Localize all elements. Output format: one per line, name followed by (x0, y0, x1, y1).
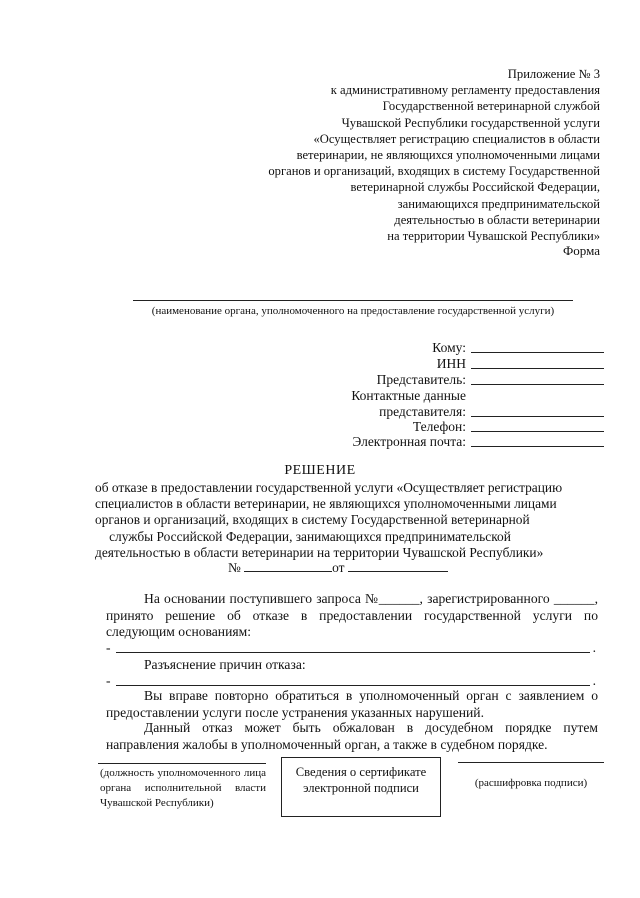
certificate-line: электронной подписи (303, 781, 419, 795)
appendix-line: на территории Чувашской Республики» (387, 229, 600, 244)
to-label: Кому: (432, 340, 466, 355)
form-label: Форма (563, 243, 600, 258)
phone-field[interactable] (471, 431, 604, 432)
decision-number-field[interactable] (244, 560, 332, 572)
subtitle-line: деятельностью в области ветеринарии на территории Чувашской Республики» (95, 544, 544, 560)
period: . (592, 673, 596, 688)
appendix-line: ветеринарии, не являющихся уполномоченными лицами (296, 148, 600, 163)
appendix-line: «Осуществляет регистрацию специалистов в области (313, 131, 600, 146)
reapply-paragraph: Вы вправе повторно обратиться в уполномоченный орган с заявлением о предоставлении услуги после устранения указанных нарушений. (106, 688, 598, 720)
appendix-line: Приложение № 3 (507, 67, 600, 81)
subtitle-line: службы Российской Федерации, занимающихся предпринимательской (109, 528, 511, 544)
appeal-paragraph: Данный отказ может быть обжалован в досудебном порядке путем направления жалобы в уполномоченный орган, а также в судебном порядке. (106, 720, 598, 752)
decision-title: РЕШЕНИЕ (284, 463, 356, 478)
dash: - (106, 673, 111, 688)
appendix-header (180, 66, 600, 244)
inn-field[interactable] (471, 368, 604, 369)
decision-number-row (228, 560, 448, 576)
decoding-caption: (расшифровка подписи) (474, 777, 588, 789)
explanation-label: Разъяснение причин отказа: (144, 657, 306, 672)
number-label: № (228, 560, 241, 575)
contacts-label: Контактные данные (351, 388, 466, 403)
subtitle-line: об отказе в предоставлении государственной услуги «Осуществляет регистрацию (95, 480, 563, 495)
basis-paragraph: На основании поступившего запроса №______, зарегистрированного ______, принято решение об отказе в предоставлении государственной услуги по следующим основаниям: (106, 591, 598, 639)
appendix-line: Государственной ветеринарной службой (382, 99, 600, 114)
appendix-line: к административному регламенту предоставления (330, 83, 600, 98)
dash: - (106, 640, 111, 655)
phone-label: Телефон: (412, 419, 466, 434)
subtitle-line: специалистов в области ветеринарии, не являющихся уполномоченными лицами (95, 496, 557, 512)
email-label: Электронная почта: (352, 434, 466, 449)
appendix-line: деятельностью в области ветеринарии (394, 212, 600, 227)
appendix-line: ветеринарной службы Российской Федерации, (350, 180, 600, 195)
appendix-line: органов и организаций, входящих в систему Государственной (268, 164, 600, 179)
appendix-line: занимающихся предпринимательской (397, 196, 600, 211)
contacts-field[interactable] (471, 416, 604, 417)
to-field[interactable] (471, 352, 604, 353)
organization-name-field[interactable] (133, 300, 573, 301)
decision-date-field[interactable] (348, 560, 448, 572)
date-label: от (332, 560, 345, 575)
email-field[interactable] (471, 446, 604, 447)
certificate-line: Сведения о сертификате (295, 765, 427, 779)
e-signature-certificate-box (281, 757, 441, 817)
representative-label: Представитель: (376, 372, 466, 387)
position-caption: (должность уполномоченного лица органа исполнительной власти Чувашской Республики) (100, 767, 266, 809)
position-field[interactable] (98, 763, 266, 764)
organization-caption: (наименование органа, уполномоченного на предоставление государственной услуги) (151, 305, 555, 317)
decision-subtitle (95, 480, 563, 561)
subtitle-line: органов и организаций, входящих в систему Государственной ветеринарной (95, 512, 530, 528)
representative-field[interactable] (471, 384, 604, 385)
inn-label: ИНН (436, 356, 466, 371)
appendix-line: Чувашской Республики государственной услуги (341, 115, 600, 130)
signature-decoding-field[interactable] (458, 762, 604, 763)
basis-reasons-field[interactable] (106, 640, 598, 656)
explanation-field[interactable] (106, 673, 598, 689)
contacts-label-cont: представителя: (379, 404, 466, 419)
period: . (592, 640, 596, 655)
